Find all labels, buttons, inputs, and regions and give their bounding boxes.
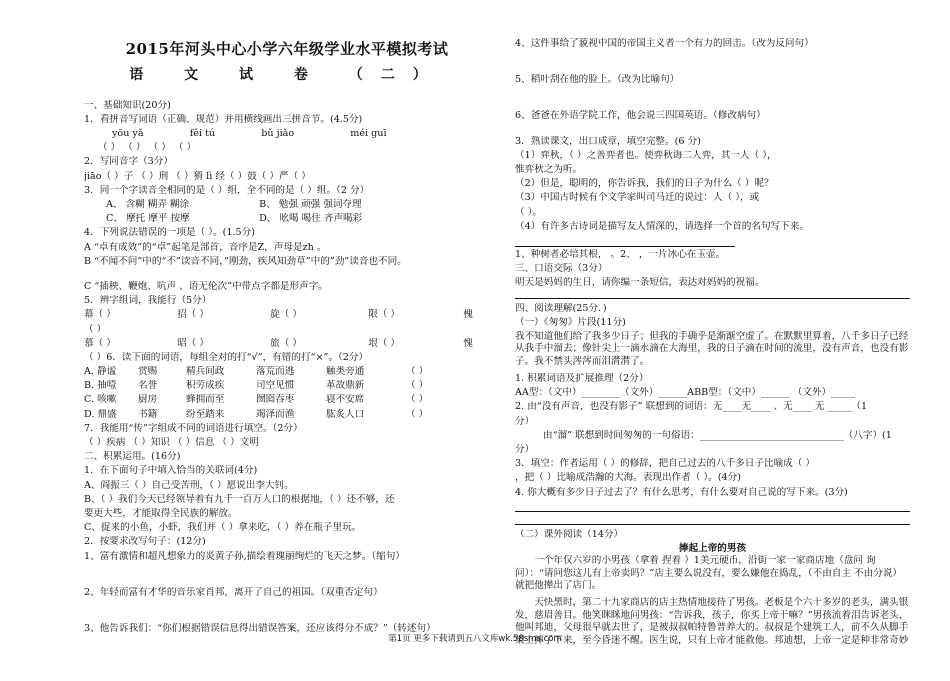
question-7-line[interactable]: （ ）疾病 （ ）知识 （ ）信息 （ ）文明 xyxy=(84,437,259,448)
reading-q4: 4. 你大概有多少日子过去了？有什么思考，有什么要对自己说的写下来。(3分) xyxy=(515,486,848,498)
cell: B. 抽噎 xyxy=(84,380,117,392)
page-footer: 第1页 更多下载请到五八文库wk.58sms.com xyxy=(388,634,562,644)
answer-rule[interactable] xyxy=(515,511,910,512)
option: A、 含糊 糊弄 糊涂 xyxy=(106,199,190,210)
recite-item-2[interactable]: （2）但是，聪明的，你告诉我，我们的日子为什么（ ）呢？ xyxy=(515,178,774,190)
cell: 革故鼎新 xyxy=(326,380,365,392)
word-char: 槐 xyxy=(463,309,473,321)
cell: 触类旁通 xyxy=(326,366,365,378)
table-row xyxy=(84,380,490,394)
reading-q2c[interactable]: 由“溜” 联想到时间匆匆的一句俗语：______________________________（八字）(1 xyxy=(543,429,892,441)
cell: 寝不安席 xyxy=(326,394,365,406)
article-paragraph-2: 天快黑时，第二十九家商店的店主热情地接待了男孩。老板是个六十多岁的老头，满头银发，慈眉善目。他笑眯眯地问男孩：“告诉我，孩子，你买上帝干嘛？”男孩流着泪告诉老头，他叫邦迪，父母很早就去世了，是被叔叔帕特鲁普养大的。叔叔是个建筑工人，前不久从脚手架上摔了下来，至今昏迷不醒。医生说，只有上帝才能救他。邦迪想，上帝一定是种非常奇妙 xyxy=(515,597,909,646)
question-6-table xyxy=(84,366,490,423)
word-blank[interactable]: 旋（ ） xyxy=(270,309,302,321)
answer-line[interactable] xyxy=(515,235,910,249)
cell: 落荒而逃 xyxy=(256,366,295,378)
question-7: 7．我能用“传”字组成不同的词语进行填空。（2分） xyxy=(84,422,303,434)
rewrite-item-1: 1、富有激情和超凡想象力的炎黄子孙,描绘着瑰丽绚烂的飞天之梦。（缩句） xyxy=(84,550,405,562)
question-1-pinyin xyxy=(84,128,490,142)
rewrite-item-6: 6、爸爸在外语学院工作，他会说三四国英语。（修改病句） xyxy=(515,110,766,122)
right-column xyxy=(515,0,910,681)
question-4: 4．下列说法错误的一项是（ ）。(1.5分) xyxy=(84,227,256,239)
reading-q2b: 分） xyxy=(515,415,535,427)
question-5: 5．辨字组词，我能行（5分） xyxy=(84,295,212,307)
cell: D. 鼎盛 xyxy=(84,408,117,420)
reading-q1-line[interactable]: AA型：（文中）________（文外）______ABB型：（文中）______ （文外）_____ xyxy=(515,387,856,399)
reading-q2d: 分） xyxy=(515,443,535,455)
word-blank[interactable]: 限（ ） xyxy=(368,309,401,321)
cell: 蜂拥而至 xyxy=(186,394,225,406)
question-2-line[interactable]: jiāo（ ）子 （ ）刑 （ ）猾 lì 经（ ）鼓（ ）严（ ） xyxy=(84,170,311,182)
left-column xyxy=(84,0,490,637)
answer-rule[interactable] xyxy=(515,298,910,299)
pinyin-item: fěi tú xyxy=(189,128,216,140)
question-3: 3．同一个字读音全相同的是（ ）组，全不同的是（ ）组。（2 分） xyxy=(84,184,370,196)
question-4-a: A “卓有成效”的“卓”起笔是部首，音序是Z，声母是zh 。 xyxy=(84,241,327,253)
reading-q3[interactable]: 3．填空：作者运用（ ）的修辞，把自己过去的八千多日子比喻成（ ） xyxy=(515,458,816,470)
question-2: 2．写同音字（3分） xyxy=(84,156,173,168)
word-blank[interactable]: 旅（ ） xyxy=(270,337,302,349)
option: B、 勉强 顽强 强词夺理 xyxy=(259,199,362,210)
answer-blank[interactable]: （ ） xyxy=(406,366,429,378)
section-2-question-1-b[interactable]: B、（ ）我们今天已经领导着有九千一百万人口的根据地，（ ）还不够，还 xyxy=(84,493,395,505)
question-4-b: B “不闻不问”中的“不”读音不同，”刚劲，疾风知劲草”中的”劲”读音也不同。 xyxy=(84,255,407,267)
question-5-blank[interactable]: （ ） xyxy=(84,323,107,335)
pinyin-item: méi guī xyxy=(350,128,387,140)
cell: 书籍 xyxy=(138,408,158,420)
section-2-question-1-c[interactable]: C、捉来的小鱼，小虾，我们并（ ）拿来吃，（ ）养在瓶子里玩。 xyxy=(84,522,362,534)
section-2-question-1: 1．在下面句子中填入恰当的关联词(4分) xyxy=(84,465,258,477)
cell: 精兵间政 xyxy=(186,366,225,378)
rewrite-item-3: 3、他告诉我们：“你们根据错误信息得出错误答案，还应该得分不成？”（转述句） xyxy=(84,622,436,634)
cell: 肱炙人口 xyxy=(326,408,365,420)
recite-item-3[interactable]: （3）中国古时候有个文学家叫司马迁的说过：人（ ），或 xyxy=(515,192,760,204)
question-1-blanks[interactable]: （ ） （ ） （ ） （ ） xyxy=(98,142,197,154)
table-row xyxy=(84,409,490,423)
question-5-row xyxy=(84,309,490,323)
cell: 竭泽而渔 xyxy=(256,408,295,420)
cell: 赏赐 xyxy=(138,366,158,378)
reading-q3b[interactable]: ，把（ ）比喻成浩瀚的大海。表现出作者（ ）。(4分) xyxy=(515,472,741,484)
word-blank[interactable]: 幕（ ） xyxy=(84,309,116,321)
pinyin-item: yōu yǎ xyxy=(112,128,144,140)
question-1: 1．看拼音写词语（正确、规范）并用横线画出三拼音节。(4.5分) xyxy=(84,113,363,125)
word-blank[interactable]: 招（ ） xyxy=(177,309,209,321)
cell: 名誉 xyxy=(138,380,158,392)
exam-title: 2015年河头中心小学六年级学业水平模拟考试 xyxy=(125,40,449,58)
recite-question: 3．熟读课文，出口成章，填空完整。(6 分) xyxy=(515,135,701,147)
table-row xyxy=(84,394,490,408)
cell: C. 咳嗽 xyxy=(84,394,117,406)
cell: 积劳成疾 xyxy=(186,380,225,392)
answer-rule[interactable] xyxy=(515,524,910,525)
option: C、 摩托 摩平 按摩 xyxy=(106,213,190,225)
section-3-prompt: 明天是妈妈的生日，请你编一条短信，表达对妈妈的祝福。 xyxy=(515,277,765,289)
reading-q1: 1. 积累词语及扩展推理（2分） xyxy=(515,373,649,384)
recite-item-5[interactable]: 1、种树者必培其根， 。2、 ，一片冰心在玉壶。 xyxy=(515,249,726,261)
cell: 纷至踏来 xyxy=(186,408,225,420)
table-row xyxy=(84,366,490,380)
word-char: 愧 xyxy=(463,337,473,349)
exam-subtitle: 语 文 试 卷 （二） xyxy=(129,66,445,83)
article-paragraph-1: 一个年仅六岁的小男孩（拿着 捏着 ）1美元硬币，沿街一家一家商店地（盘问 询问）：“请问您这儿有上帝卖吗？”店主要么说没有，要么嫌他在捣乱，（不由自主 不由分说）就把他撵出了店门。 xyxy=(515,555,903,592)
word-blank[interactable]: 昭（ ） xyxy=(177,337,209,349)
option: D、 吆喝 喝住 齐声喝彩 xyxy=(259,213,363,225)
rewrite-item-5: 5、稻叶刮在他的脸上。（改为比喻句） xyxy=(515,74,680,86)
section-3-heading: 三、口语交际（3分） xyxy=(515,263,608,275)
section-2-heading: 二、积累运用。(16分) xyxy=(84,451,181,463)
cell: 厨房 xyxy=(138,394,158,406)
reading-q2[interactable]: 2. 由“没有声音，也没有影子” 联想到的词语：无____无____ 、无____ 无 _____（1 xyxy=(515,401,868,413)
rewrite-item-2: 2、年轻而富有才华的音乐家肖邦，离开了自己的祖国。（双重否定句） xyxy=(84,586,383,598)
cell: 司空见惯 xyxy=(256,380,295,392)
recite-item-4: （4）有许多古诗词是描写友人情深的，请选择一个首的名句写下来。 xyxy=(515,220,809,232)
section-1-heading: 一、基础知识(20分) xyxy=(84,99,171,111)
section-2-question-1-a[interactable]: A、阎振三（ ）自己受苦刑，（ ）愿说出李大钊。 xyxy=(84,479,294,491)
question-6: （ ）6．读下面的词语，每组全对的打“√”，有错的打“×”。（2分） xyxy=(84,351,369,363)
pinyin-item: bǔ jiǎo xyxy=(261,128,295,140)
answer-blank[interactable]: （ ） xyxy=(406,408,429,420)
reading-1-heading: （一）《匆匆》片段(11分) xyxy=(515,316,626,328)
cell: 囫囵吞枣 xyxy=(256,394,295,406)
answer-blank[interactable]: （ ） xyxy=(406,394,429,406)
cell: A. 静谧 xyxy=(84,366,117,378)
recite-item-1b: 惟弈秋之为听。 xyxy=(515,163,583,175)
section-4-heading: 四、阅读理解(25分．) xyxy=(515,302,607,314)
reading-1-passage: 我不知道他们给了我多少日子；但我的手确乎是渐渐空虚了。在默默里算着，八千多日子已经从我手中溜去；像针尖上一滴水滴在大海里，我的日子滴在时间的流里，没有声音，也没有影子。我不禁头涔涔而泪潸潸了。 xyxy=(515,331,909,367)
rewrite-item-4: 4、这件事给了藐视中国的帝国主义者一个有力的回击。（改为反问句） xyxy=(515,38,814,49)
answer-blank[interactable]: （ ） xyxy=(406,380,429,392)
question-3-options-row xyxy=(84,199,490,213)
question-3-options-row xyxy=(84,213,490,227)
question-4-c: C “插秧、鞭炮、吭声 、语无伦次”中带点字都是形声字。 xyxy=(84,280,328,292)
question-5-row xyxy=(84,338,490,352)
word-blank[interactable]: 慕（ ） xyxy=(84,337,116,349)
word-blank[interactable]: 垠（ ） xyxy=(368,337,401,349)
recite-item-3b[interactable]: （ ）。 xyxy=(515,206,543,218)
recite-item-1[interactable]: （1）弈秋，（ ）之善弈者也。使弈秋诲二人弈，其一人（ ）， xyxy=(515,149,777,161)
reading-2-heading: （二）课外阅读（14分） xyxy=(515,528,624,540)
section-2-question-1-b2: 要更大些，才能取得全民族的解放。 xyxy=(84,507,238,519)
article-title: 捧起上帝的男孩 xyxy=(678,542,747,554)
section-2-question-2: 2．按要求改写句子：(12分) xyxy=(84,536,206,548)
